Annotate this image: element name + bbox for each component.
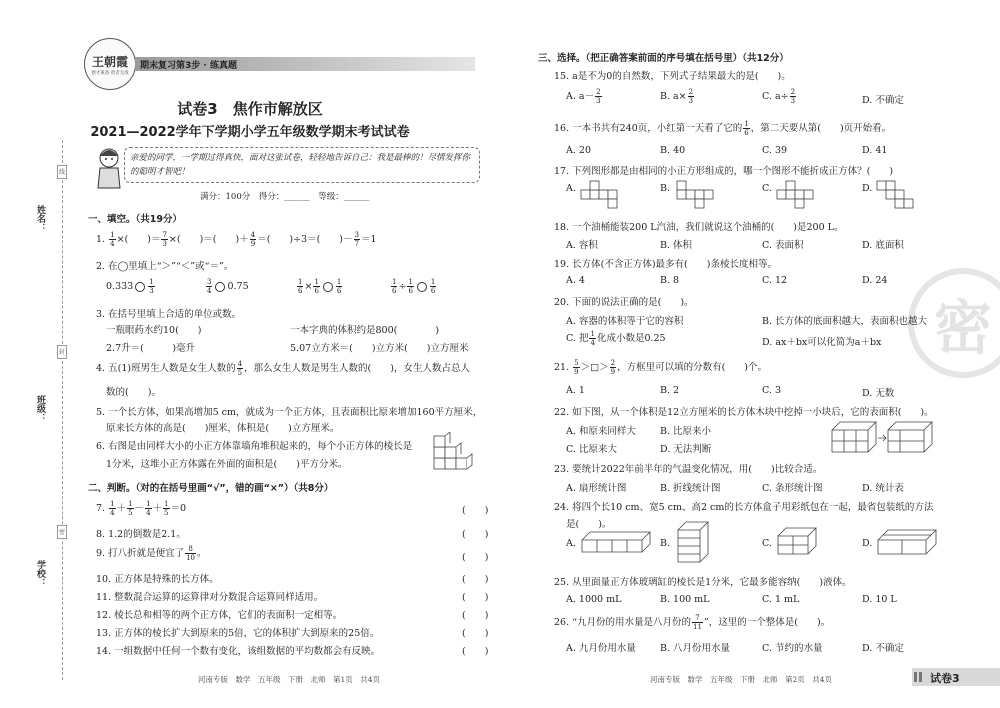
q19-option-d[interactable]: D. 24 bbox=[862, 275, 888, 286]
answer-blank-13[interactable]: ( ) bbox=[462, 628, 489, 639]
judge-14: 14. 一组数据中任何一个数有变化，该组数据的平均数都会有反映。 bbox=[96, 646, 381, 657]
paper-title: 试卷3 焦作市解放区 bbox=[177, 100, 323, 118]
question-17: 17. 下列图形都是由相同的小正方形组成的，哪一个图形不能折成正方体？( ) bbox=[554, 166, 894, 177]
question-22: 22. 如下图，从一个体积是12立方厘米的长方体木块中挖掉一小块后，它的表面积( )。 bbox=[554, 407, 934, 418]
page-tab-label: 试卷3 bbox=[930, 672, 960, 685]
footer-left: 河南专版 数学 五年级 下册 北师 第1页 共4页 bbox=[198, 675, 381, 684]
name-label: 姓名： bbox=[35, 205, 45, 232]
q17-option-d[interactable]: D. bbox=[862, 183, 873, 194]
answer-blank-10[interactable]: ( ) bbox=[462, 574, 489, 585]
q20-option-a[interactable]: A. 容器的体积等于它的容积 bbox=[566, 316, 684, 327]
q22-option-c[interactable]: C. 比原来大 bbox=[566, 444, 617, 455]
brand-logo bbox=[84, 38, 136, 90]
answer-blank-7[interactable]: ( ) bbox=[462, 505, 489, 516]
q17-option-b[interactable]: B. bbox=[660, 183, 671, 194]
class-label: 班级： bbox=[35, 395, 45, 422]
answer-blank-8[interactable]: ( ) bbox=[462, 529, 489, 540]
q15-option-d[interactable]: D. 不确定 bbox=[862, 95, 904, 106]
question-2: 2. 在◯里填上“＞”“＜”或“＝”。 bbox=[96, 261, 234, 272]
q23-option-a[interactable]: A. 扇形统计图 bbox=[566, 483, 627, 494]
right-page bbox=[500, 0, 1000, 708]
question-2-item-c: $\frac{1}{6}$ × $\frac{1}{6}$ $\frac{1}{6}$ bbox=[298, 278, 342, 295]
q15-option-c[interactable]: C. a÷ $\frac{2}{3}$ bbox=[762, 88, 796, 105]
q23-option-b[interactable]: B. 折线统计图 bbox=[660, 483, 721, 494]
q18-option-a[interactable]: A. 容积 bbox=[566, 240, 598, 251]
q15-option-b[interactable]: B. a× $\frac{2}{3}$ bbox=[660, 88, 694, 105]
footer-right: 河南专版 数学 五年级 下册 北师 第2页 共4页 bbox=[650, 675, 833, 684]
q16-option-d[interactable]: D. 41 bbox=[862, 145, 888, 156]
q25-option-d[interactable]: D. 10 L bbox=[862, 594, 897, 605]
question-3-a: 一瓶眼药水约10( ) bbox=[106, 325, 202, 336]
answer-blank-12[interactable]: ( ) bbox=[462, 610, 489, 621]
q17-net-a bbox=[580, 180, 628, 210]
logo-sub-left: 德才兼备 bbox=[91, 70, 110, 76]
q19-option-b[interactable]: B. 8 bbox=[660, 275, 680, 286]
q20-option-c[interactable]: C. 把 $\frac{1}{4}$ 化成小数是0.25 bbox=[566, 330, 666, 347]
question-19: 19. 长方体(不含正方体)最多有( )条棱长度相等。 bbox=[554, 259, 777, 270]
section-judge-heading: 二、判断。（对的在括号里画“√”，错的画“×”）（共8分） bbox=[88, 483, 334, 494]
seal-watermark-char: 密 bbox=[933, 294, 992, 362]
q24-pack-d bbox=[876, 526, 938, 556]
question-3: 3. 在括号里填上合适的单位或数。 bbox=[96, 309, 242, 320]
q21-option-a[interactable]: A. 1 bbox=[566, 385, 585, 396]
question-2-item-a: 0.333 $\frac{1}{3}$ bbox=[106, 278, 154, 295]
question-4: 4. 五(1)班男生人数是女生人数的 $\frac{4}{5}$ ，那么女生人数是男生人数的( )，女生人数占总人 bbox=[96, 360, 470, 377]
q16-option-c[interactable]: C. 39 bbox=[762, 145, 788, 156]
q17-option-a[interactable]: A. bbox=[566, 183, 576, 194]
question-23: 23. 要统计2022年前半年的气温变化情况，用( )比较合适。 bbox=[554, 464, 823, 475]
seal-mark-line: 线 bbox=[57, 165, 67, 179]
question-2-item-d: $\frac{1}{6}$ ÷ $\frac{1}{6}$ $\frac{1}{6}$ bbox=[392, 278, 436, 295]
question-1: 1. $\frac{1}{4}$ ×( )＝ $\frac{7}{3}$ ×( )＝( )＋ $\frac{4}{9}$ ＝( )÷3＝( )－ $\frac{3}{7}$ ＝1 bbox=[96, 231, 377, 248]
question-21: 21. $\frac{5}{9}$ ＞□＞ $\frac{2}{9}$ ，方框里可以填的分数有( )个。 bbox=[554, 359, 767, 376]
judge-11: 11. 整数混合运算的运算律对分数混合运算同样适用。 bbox=[96, 592, 324, 603]
score-line: 满分：100分 得分：______ 等级：______ bbox=[200, 192, 370, 202]
q22-option-a[interactable]: A. 和原来同样大 bbox=[566, 426, 636, 437]
q25-option-c[interactable]: C. 1 mL bbox=[762, 594, 800, 605]
judge-8: 8. 1.2的倒数是2.1。 bbox=[96, 529, 186, 540]
question-5-cont: 原来长方体的高是( )厘米，体积是( )立方厘米。 bbox=[106, 423, 340, 434]
q17-net-c bbox=[776, 180, 824, 210]
q24-pack-a bbox=[580, 530, 652, 554]
q24-option-d[interactable]: D. bbox=[862, 538, 873, 549]
binding-line bbox=[62, 140, 63, 680]
q24-pack-b bbox=[676, 520, 710, 564]
question-16: 16. 一本书共有240页，小红第一天看了它的 $\frac{1}{6}$ ，第二天要从第( )页开始看。 bbox=[554, 120, 892, 137]
q23-option-c[interactable]: C. 条形统计图 bbox=[762, 483, 823, 494]
question-6: 6. 右图是由同样大小的小正方体靠墙角堆积起来的，每个小正方体的棱长是 bbox=[96, 441, 413, 452]
q16-option-b[interactable]: B. 40 bbox=[660, 145, 686, 156]
q24-option-a[interactable]: A. bbox=[566, 538, 576, 549]
paper-subtitle: 2021—2022学年下学期小学五年级数学期末考试试卷 bbox=[90, 125, 410, 140]
q19-option-c[interactable]: C. 12 bbox=[762, 275, 788, 286]
question-2-item-b: $\frac{3}{4}$ 0.75 bbox=[207, 278, 249, 295]
q23-option-d[interactable]: D. 统计表 bbox=[862, 483, 904, 494]
judge-12: 12. 棱长总和相等的两个正方体，它们的表面积一定相等。 bbox=[96, 610, 343, 621]
tab-pattern-icon bbox=[914, 672, 924, 682]
question-3-c: 2.7升＝( )毫升 bbox=[106, 343, 196, 354]
question-24-cont: 是( )。 bbox=[566, 519, 612, 530]
question-15: 15. a是不为0的自然数，下列式子结果最大的是( )。 bbox=[554, 71, 791, 82]
question-26: 26. “九月份的用水量是八月份的 $\frac{7}{11}$ ”，这里的一个整体是( )。 bbox=[554, 614, 831, 631]
judge-9: 9. 打八折就是便宜了 $\frac{8}{10}$ 。 bbox=[96, 545, 207, 562]
q21-option-c[interactable]: C. 3 bbox=[762, 385, 782, 396]
greeting-text: 亲爱的同学，一学期过得真快，面对这张试卷，轻轻地告诉自己：我是最棒的！尽情发挥你的聪明才智吧！ bbox=[130, 153, 471, 177]
q21-option-d[interactable]: D. 无数 bbox=[862, 388, 895, 399]
q25-option-a[interactable]: A. 1000 mL bbox=[566, 594, 622, 605]
q25-option-b[interactable]: B. 100 mL bbox=[660, 594, 710, 605]
q18-option-d[interactable]: D. 底面积 bbox=[862, 240, 904, 251]
q18-option-c[interactable]: C. 表面积 bbox=[762, 240, 804, 251]
q22-block-figure bbox=[830, 418, 940, 454]
answer-blank-14[interactable]: ( ) bbox=[462, 646, 489, 657]
q24-pack-c bbox=[776, 526, 820, 556]
seal-mark-seal: 封 bbox=[57, 345, 67, 359]
q22-option-d[interactable]: D. 无法判断 bbox=[660, 444, 712, 455]
q24-option-b[interactable]: B. bbox=[660, 538, 671, 549]
question-3-b: 一本字典的体积约是800( ) bbox=[290, 325, 440, 336]
banner-text: 期末复习第3步 · 练真题 bbox=[140, 61, 237, 71]
q17-option-c[interactable]: C. bbox=[762, 183, 772, 194]
q26-option-d[interactable]: D. 不确定 bbox=[862, 643, 904, 654]
logo-sub-right: 智者无敌 bbox=[110, 70, 129, 76]
judge-7: 7. $\frac{1}{4}$ ＋ $\frac{1}{5}$ － $\frac{1}{4}$ ＋ $\frac{1}{5}$ ＝0 bbox=[96, 500, 187, 517]
school-label: 学校： bbox=[35, 560, 45, 587]
q24-option-c[interactable]: C. bbox=[762, 538, 772, 549]
question-24: 24. 将四个长10 cm、宽5 cm、高2 cm的长方体盒子用彩纸包在一起，最省包装纸的方法 bbox=[554, 502, 934, 513]
q17-net-d bbox=[876, 180, 924, 210]
stacked-cubes-figure bbox=[432, 432, 478, 472]
answer-blank-11[interactable]: ( ) bbox=[462, 592, 489, 603]
q16-option-a[interactable]: A. 20 bbox=[566, 145, 591, 156]
question-3-d: 5.07立方米＝( )立方米( )立方厘米 bbox=[290, 343, 469, 354]
q26-option-c[interactable]: C. 节约的水量 bbox=[762, 643, 823, 654]
q20-option-d[interactable]: D. ax＋bx可以化简为a＋bx bbox=[762, 337, 882, 348]
student-cartoon-icon bbox=[92, 146, 126, 190]
q19-option-a[interactable]: A. 4 bbox=[566, 275, 585, 286]
q22-option-b[interactable]: B. 比原来小 bbox=[660, 426, 712, 437]
section-choice-heading: 三、选择。（把正确答案前面的序号填在括号里）（共12分） bbox=[538, 53, 789, 64]
q20-option-b[interactable]: B. 长方体的底面积越大，表面积也越大 bbox=[762, 316, 928, 327]
q26-option-b[interactable]: B. 八月份用水量 bbox=[660, 643, 731, 654]
q26-option-a[interactable]: A. 九月份用水量 bbox=[566, 643, 636, 654]
question-20: 20. 下面的说法正确的是( )。 bbox=[554, 297, 694, 308]
judge-13: 13. 正方体的棱长扩大到原来的5倍，它的体积扩大到原来的25倍。 bbox=[96, 628, 380, 639]
q18-option-b[interactable]: B. 体积 bbox=[660, 240, 693, 251]
q21-option-b[interactable]: B. 2 bbox=[660, 385, 680, 396]
section-fill-heading: 一、填空。（共19分） bbox=[88, 214, 182, 225]
logo-brand-text: 王朝霞 bbox=[91, 54, 128, 69]
judge-10: 10. 正方体是特殊的长方体。 bbox=[96, 574, 219, 585]
q15-option-a[interactable]: A. a－ $\frac{2}{3}$ bbox=[566, 88, 601, 105]
question-4-cont: 数的( )。 bbox=[106, 387, 161, 398]
question-6-cont: 1分米，这堆小正方体露在外面的面积是( )平方分米。 bbox=[106, 459, 348, 470]
seal-mark-secret: 密 bbox=[57, 525, 67, 539]
question-18: 18. 一个油桶能装200 L汽油，我们就说这个油桶的( )是200 L。 bbox=[554, 222, 844, 233]
answer-blank-9[interactable]: ( ) bbox=[462, 552, 489, 563]
q17-net-b bbox=[676, 180, 724, 210]
question-5: 5. 一个长方体，如果高增加5 cm，就成为一个正方体，且表面积比原来增加160平方厘米， bbox=[96, 407, 483, 418]
question-25: 25. 从里面量正方体玻璃缸的棱长是1分米，它最多能容纳( )液体。 bbox=[554, 577, 852, 588]
